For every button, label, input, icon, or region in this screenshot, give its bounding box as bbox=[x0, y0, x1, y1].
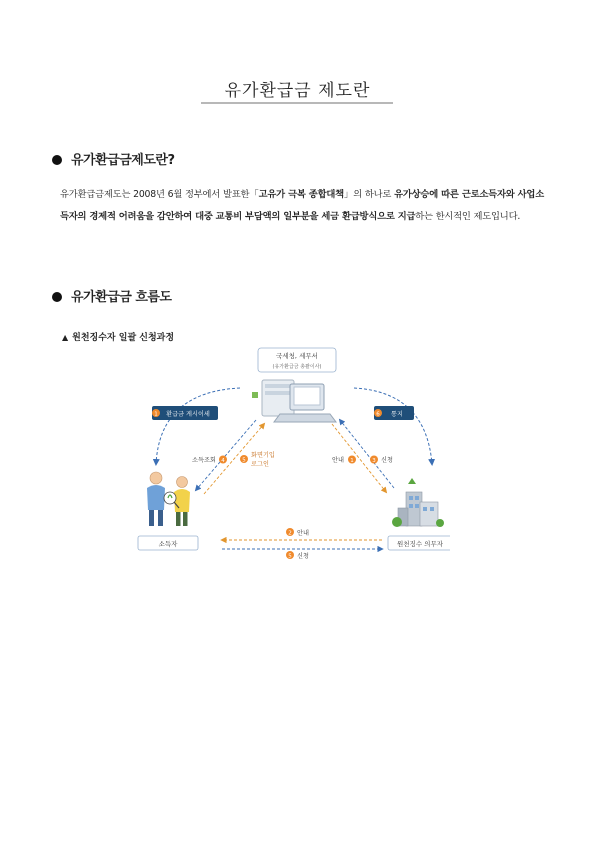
section-heading-text: 유가환급금 흐름도 bbox=[71, 290, 172, 305]
step1-label: 환급금 게시이세 bbox=[166, 411, 210, 418]
section-heading-flow bbox=[52, 286, 172, 305]
center-right-badge-text: 1 bbox=[350, 458, 354, 464]
left-node-label: 소득자 bbox=[158, 540, 178, 548]
paragraph-emphasis: 유가상승에 따른 근로소득자와 사업소득자의 경제적 어려움을 감안하여 대중 교통비 부담액의 일부분을 세금 환급방식으로 지급 bbox=[60, 189, 544, 222]
step4-badge-text: 4 bbox=[221, 458, 225, 464]
center-left-badge-text: 5 bbox=[242, 457, 246, 464]
paragraph-emphasis: 고유가 극복 종합대책 bbox=[258, 189, 344, 200]
paragraph-text: 」의 하나로 bbox=[343, 189, 395, 200]
arrow-step3 bbox=[340, 420, 394, 488]
triangle-up-icon: ▲ bbox=[62, 333, 69, 342]
people-icon bbox=[147, 472, 190, 526]
paragraph-text: 유가환급금제도는 2008년 6월 정부에서 발표한「 bbox=[60, 189, 259, 200]
center-right-label: 안내 bbox=[332, 457, 344, 464]
right-node-label: 원천징수 의무자 bbox=[396, 540, 444, 548]
flow-diagram bbox=[130, 342, 450, 562]
step3-label: 신청 bbox=[381, 457, 393, 464]
paragraph-text: 하는 한시적인 제도입니다. bbox=[415, 210, 521, 222]
section-heading-definition bbox=[52, 149, 175, 168]
bullet-icon bbox=[52, 292, 62, 302]
step6-badge-text: 6 bbox=[376, 411, 380, 418]
page-title: 유가환급금 제도란 bbox=[224, 81, 371, 101]
top-node-sublabel: (유가환급금 총괄이사) bbox=[272, 364, 322, 370]
arrow-step4 bbox=[196, 420, 256, 490]
step2-label: 안내 bbox=[297, 530, 309, 537]
computer-icon bbox=[252, 380, 336, 422]
step1-badge-text: 1 bbox=[154, 411, 158, 418]
definition-paragraph bbox=[60, 184, 544, 227]
center-left-label-1: 화면기입 bbox=[251, 452, 275, 459]
step6-label: 통지 bbox=[391, 411, 403, 418]
center-left-label-2: 로그인 bbox=[251, 461, 269, 468]
arrow-step1 bbox=[156, 388, 240, 464]
step2-badge-text: 2 bbox=[288, 530, 292, 537]
step3-badge-text: 3 bbox=[372, 458, 376, 464]
flow-subheading-text: 원천징수자 일괄 신청과정 bbox=[72, 333, 175, 343]
title-underline bbox=[201, 102, 393, 104]
step4-label: 소득조회 bbox=[192, 457, 216, 464]
section-heading-text: 유가환급금제도란? bbox=[71, 153, 175, 168]
step5-badge-text: 5 bbox=[288, 553, 292, 560]
step5-label: 신청 bbox=[297, 553, 309, 560]
bullet-icon bbox=[52, 155, 62, 165]
building-icon bbox=[392, 478, 444, 527]
top-node-label: 국세청, 세무서 bbox=[276, 352, 318, 360]
